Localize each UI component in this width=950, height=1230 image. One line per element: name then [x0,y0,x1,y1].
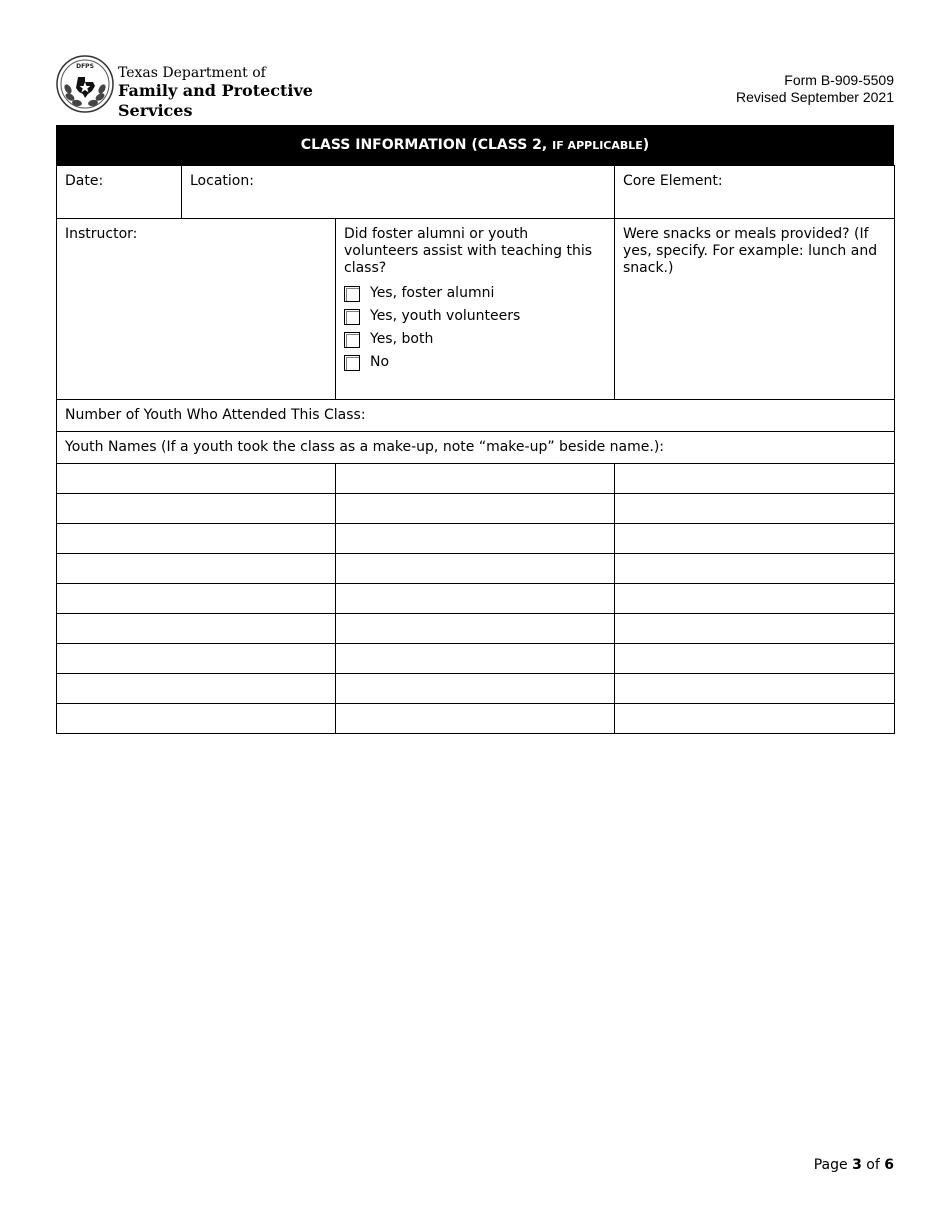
youth-count-field[interactable] [57,400,895,432]
table-row [57,219,895,400]
youth-name-row [57,464,895,494]
youth-name-cell[interactable] [336,584,615,614]
seal-text: DFPS [76,63,94,70]
revision-date: Revised September 2021 [736,89,894,105]
youth-name-cell[interactable] [615,644,895,674]
youth-name-row [57,554,895,584]
youth-name-cell[interactable] [336,554,615,584]
instructor-label: Instructor: [65,226,138,242]
table-row [57,400,895,432]
class-info-table [56,165,895,734]
youth-name-cell[interactable] [336,674,615,704]
youth-name-row [57,584,895,614]
page-total: 6 [884,1157,894,1173]
snacks-question-label: Were snacks or meals provided? (If yes, specify. For example: lunch and snack.) [623,226,878,276]
option-label: No [370,354,390,370]
date-label: Date: [65,173,104,189]
checkbox[interactable] [344,286,360,302]
youth-name-cell[interactable] [615,704,895,734]
checkbox[interactable] [344,332,360,348]
youth-name-cell[interactable] [615,674,895,704]
youth-name-cell[interactable] [57,494,336,524]
youth-name-cell[interactable] [57,674,336,704]
option-both[interactable] [344,328,606,351]
assist-question-cell [336,219,615,400]
location-field[interactable] [182,166,615,219]
seal-lettering [56,55,114,113]
table-row [57,432,895,464]
class-information-form [56,125,894,734]
youth-name-cell[interactable] [57,644,336,674]
youth-name-cell[interactable] [57,524,336,554]
location-label: Location: [190,173,254,189]
page-of: of [866,1157,880,1173]
option-label: Yes, foster alumni [370,285,495,301]
snacks-field[interactable] [615,219,895,400]
youth-name-cell[interactable] [615,614,895,644]
youth-name-row [57,494,895,524]
youth-name-cell[interactable] [57,464,336,494]
instructor-field[interactable] [57,219,336,400]
youth-name-cell[interactable] [615,554,895,584]
youth-name-row [57,674,895,704]
option-label: Yes, both [370,331,434,347]
form-number: Form B-909-5509 [784,72,894,88]
core-element-label: Core Element: [623,173,723,189]
youth-names-label: Youth Names (If a youth took the class as a make-up, note “make-up” beside name.): [65,439,664,455]
date-field[interactable] [57,166,182,219]
option-label: Yes, youth volunteers [370,308,521,324]
youth-name-cell[interactable] [336,704,615,734]
core-element-field[interactable] [615,166,895,219]
agency-name [118,65,356,121]
youth-name-row [57,704,895,734]
agency-name-line2: Family and Protective Services [118,81,313,120]
youth-name-row [57,614,895,644]
youth-names-header [57,432,895,464]
youth-name-row [57,644,895,674]
youth-name-cell[interactable] [336,494,615,524]
youth-name-cell[interactable] [336,524,615,554]
table-row [57,166,895,219]
youth-name-cell[interactable] [57,584,336,614]
page-label: Page [813,1157,848,1173]
page-current: 3 [852,1157,862,1173]
youth-name-cell[interactable] [57,704,336,734]
youth-name-row [57,524,895,554]
option-youth-volunteers[interactable] [344,305,606,328]
youth-name-cell[interactable] [615,584,895,614]
checkbox[interactable] [344,309,360,325]
youth-name-cell[interactable] [615,464,895,494]
youth-name-cell[interactable] [615,494,895,524]
youth-name-cell[interactable] [336,644,615,674]
page-number [814,1157,894,1173]
section-title-qualifier: IF APPLICABLE [552,138,643,152]
agency-name-line1: Texas Department of [118,65,266,81]
youth-name-cell[interactable] [336,464,615,494]
assist-options [344,282,606,374]
section-title-main: CLASS INFORMATION (CLASS 2, [300,137,548,153]
youth-name-cell[interactable] [336,614,615,644]
checkbox[interactable] [344,355,360,371]
youth-name-cell[interactable] [57,614,336,644]
section-title [56,125,894,165]
agency-logo [56,55,356,120]
option-no[interactable] [344,351,606,374]
youth-name-cell[interactable] [615,524,895,554]
assist-question-label: Did foster alumni or youth volunteers assist with teaching this class? [344,226,593,276]
form-identifier [736,72,894,106]
section-title-close: ) [642,137,650,153]
option-foster-alumni[interactable] [344,282,606,305]
youth-count-label: Number of Youth Who Attended This Class: [65,407,366,423]
youth-name-cell[interactable] [57,554,336,584]
